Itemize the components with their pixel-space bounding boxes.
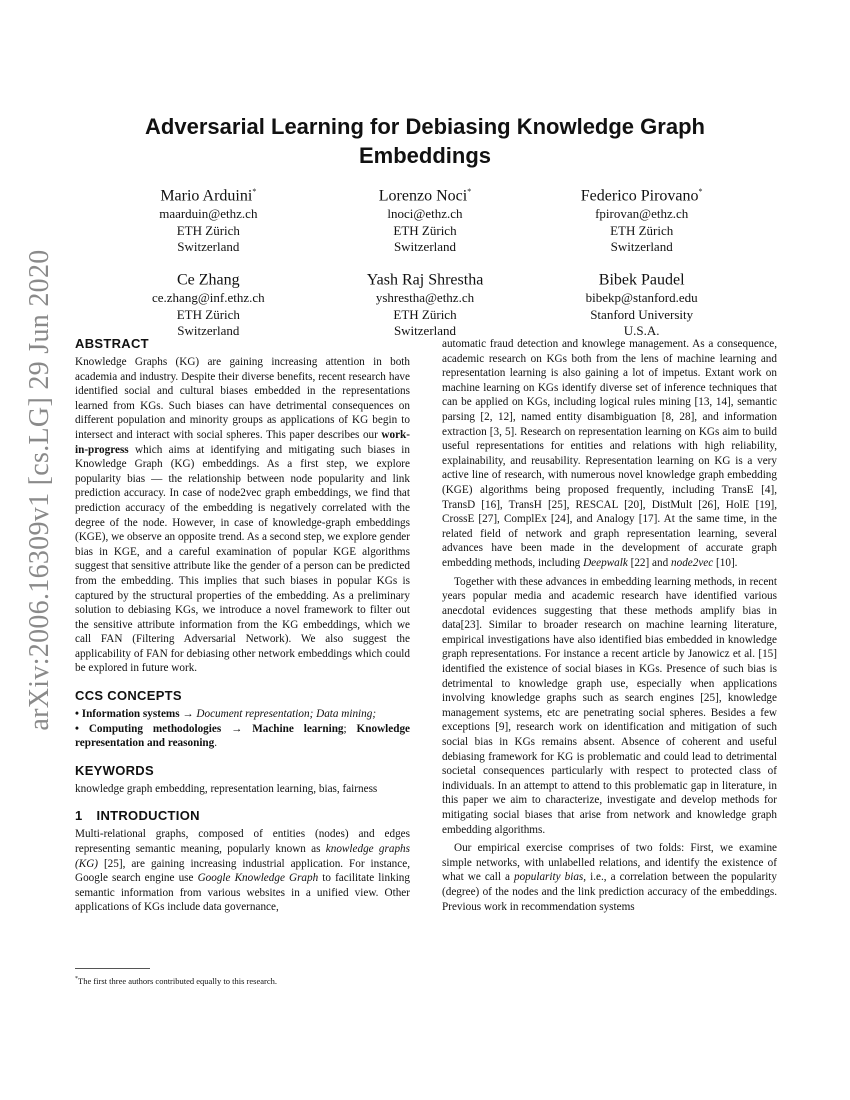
author-email: lnoci@ethz.ch <box>387 206 463 222</box>
author-affiliation: Stanford University <box>590 306 694 322</box>
empirical-paragraph: Our empirical exercise comprises of two folds: First, we examine simple networks, with unlabelled relations, and identify the existence of what we call a popularity bias, i.e., a correlation between the popularity (degree) of the nodes and the link prediction accuracy of the embeddings. Previous work in recommendation systems <box>442 842 778 913</box>
author-country: Switzerland <box>393 323 457 339</box>
arxiv-identifier-stamp <box>14 249 66 731</box>
author-email: bibekp@stanford.edu <box>585 290 698 306</box>
author-card <box>533 182 750 256</box>
ccs-heading: CCS CONCEPTS <box>75 688 182 704</box>
ccs-concepts: • Information systems → Document representation; Data mining; • Computing methodologies → Machine learning; Knowledge representation and reasoning. <box>75 708 410 750</box>
abstract-heading: ABSTRACT <box>75 336 149 351</box>
author-email: yshrestha@ethz.ch <box>375 290 475 306</box>
author-country: Switzerland <box>393 239 457 255</box>
intro-continued-paragraph: automatic fraud detection and knowlege management. As a consequence, academic research on KGs both from the lens of machine learning and representation learning is also gaining a lot of impetus. Extant work on machine learning on KGs identify diverse set of inference techniques that can be applied on KGs, including logical rules mining [13, 14], semantic parsing [2, 12], named entity disambiguation [8, 28], and information extraction [3, 5]. Research on representation learning on KGs aim to build useful representations for entities and relations with high reliability, explainability, and reusability. Representation learning on KG is a very active line of research, with numerous novel knowledge graph embedding (KGE) algorithms being proposed frequently, including TransE [4], TransD [16], TransH [25], RESCAL [20], DistMult [26], HolE [19], CrossE [27], ComplEx [24], and Analogy [17]. At the same time, in the related field of network and graph representation learning, several advances have been made in the development of accurate graph embedding methods, including Deepwalk [22] and node2vec [10]. <box>442 338 777 569</box>
introduction-paragraph: Multi-relational graphs, composed of entities (nodes) and edges representing semantic meaning, popularly known as knowledge graphs (KG) [25], are gaining increasing industrial application. For instance, Google search engine use Google Knowledge Graph to facilitate linking semantic information from various websites in a unified view. Other applications of KGs include data governance, <box>75 828 410 914</box>
author-country: U.S.A. <box>623 323 660 339</box>
ccs-section <box>75 688 410 751</box>
author-row-1 <box>100 182 750 256</box>
keywords-heading: KEYWORDS <box>75 762 154 778</box>
author-email: ce.zhang@inf.ethz.ch <box>151 290 265 306</box>
author-affiliation: ETH Zürich <box>176 306 240 322</box>
author-card <box>100 266 317 340</box>
abstract-section <box>75 336 410 676</box>
author-affiliation: ETH Zürich <box>176 222 240 238</box>
author-email: maarduin@ethz.ch <box>159 206 258 222</box>
author-affiliation: ETH Zürich <box>393 222 457 238</box>
author-affiliation: ETH Zürich <box>393 306 457 322</box>
author-country: Switzerland <box>177 323 240 339</box>
right-column <box>442 337 777 914</box>
author-card <box>317 266 534 340</box>
paper-title: Adversarial Learning for Debiasing Knowledge Graph Embeddings <box>145 114 705 168</box>
introduction-heading: 1 INTRODUCTION <box>75 808 200 824</box>
author-card <box>533 266 750 340</box>
arxiv-identifier-text: arXiv:2006.16309v1 [cs.LG] 29 Jun 2020 <box>24 249 55 731</box>
author-country: Switzerland <box>610 239 673 255</box>
author-block <box>100 182 750 340</box>
author-name: Mario Arduini* <box>160 187 257 205</box>
keywords-section <box>75 763 410 797</box>
author-name: Lorenzo Noci* <box>378 187 472 205</box>
author-affiliation: ETH Zürich <box>610 222 674 238</box>
author-name: Ce Zhang <box>177 271 240 289</box>
introduction-section <box>75 808 410 915</box>
left-column <box>75 336 410 915</box>
author-card <box>100 182 317 256</box>
keywords-text: knowledge graph embedding, representation learning, bias, fairness <box>75 782 378 795</box>
author-name: Yash Raj Shrestha <box>366 271 484 289</box>
author-row-2 <box>100 266 750 340</box>
author-email: fpirovan@ethz.ch <box>595 206 689 222</box>
author-country: Switzerland <box>177 239 240 255</box>
author-name: Bibek Paudel <box>598 271 685 289</box>
footnote: *The first three authors contributed equally to this research. <box>75 975 277 986</box>
bias-paragraph: Together with these advances in embedding learning methods, in recent years popular media and academic research have identified various anecdotal evidences suggesting that these methods amplify bias in data[23]. Similar to broader research on machine learning literature, empirical investigations have also identified bias embedded in knowledge graph representations. For instance a recent article by Janowicz et al. [15] identified the existence of social biases in KGs. Presence of such bias is detrimental to knowledge graph use, especially when applications involving knowledge graphs such as search engines [25], knowledge management systems, etc are penetrating social spheres. Besides a few exceptions [9], research work on identification and mitigation of such social bias in KGs remains absent. Absence of coherent and useful debiasing framework for KG is problematic and could lead to detrimental societal consequences particularly with respect to protected class of individuals. In an attempt to attend to this problematic gap in literature, in this paper we aim to characterize, investigate and develop methods for mitigating social biases that arise from network and knowledge graph embedding algorithms. <box>442 575 777 836</box>
footnote-divider <box>75 968 150 969</box>
author-card <box>317 182 534 256</box>
author-name: Federico Pirovano* <box>580 187 703 205</box>
abstract-text: Knowledge Graphs (KG) are gaining increasing attention in both academia and industry. Despite their diverse benefits, recent research have identified social and cultural biases embedded in the representations learned from KGs. Such biases can have detrimental consequences on different population and minority groups as applications of KG begin to intersect and interact with social spheres. This paper describes our work-in-progress which aims at identifying and mitigating such biases in Knowledge Graph (KG) embeddings. As a first step, we explore popularity bias — the relationship between node popularity and link prediction accuracy. In case of node2vec graph embeddings, we find that prediction accuracy of the embedding is negatively correlated with the degree of the node. However, in case of knowledge-graph embeddings (KGE), we observe an opposite trend. As a second step, we explore gender bias in KGE, and a careful examination of popular KGE algorithms suggest that sensitive attribute like the gender of a person can be predicted from the embedding. This implies that such biases in popular KGs is captured by the structural properties of the embedding. As a preliminary solution to debiasing KGs, we introduce a novel framework to filter out the sensitive attribute information from the KG embeddings, which we call FAN (Filtering Adversarial Network). We also suggest the applicability of FAN for debiasing other network embeddings which could be explored in future work. <box>75 356 410 675</box>
